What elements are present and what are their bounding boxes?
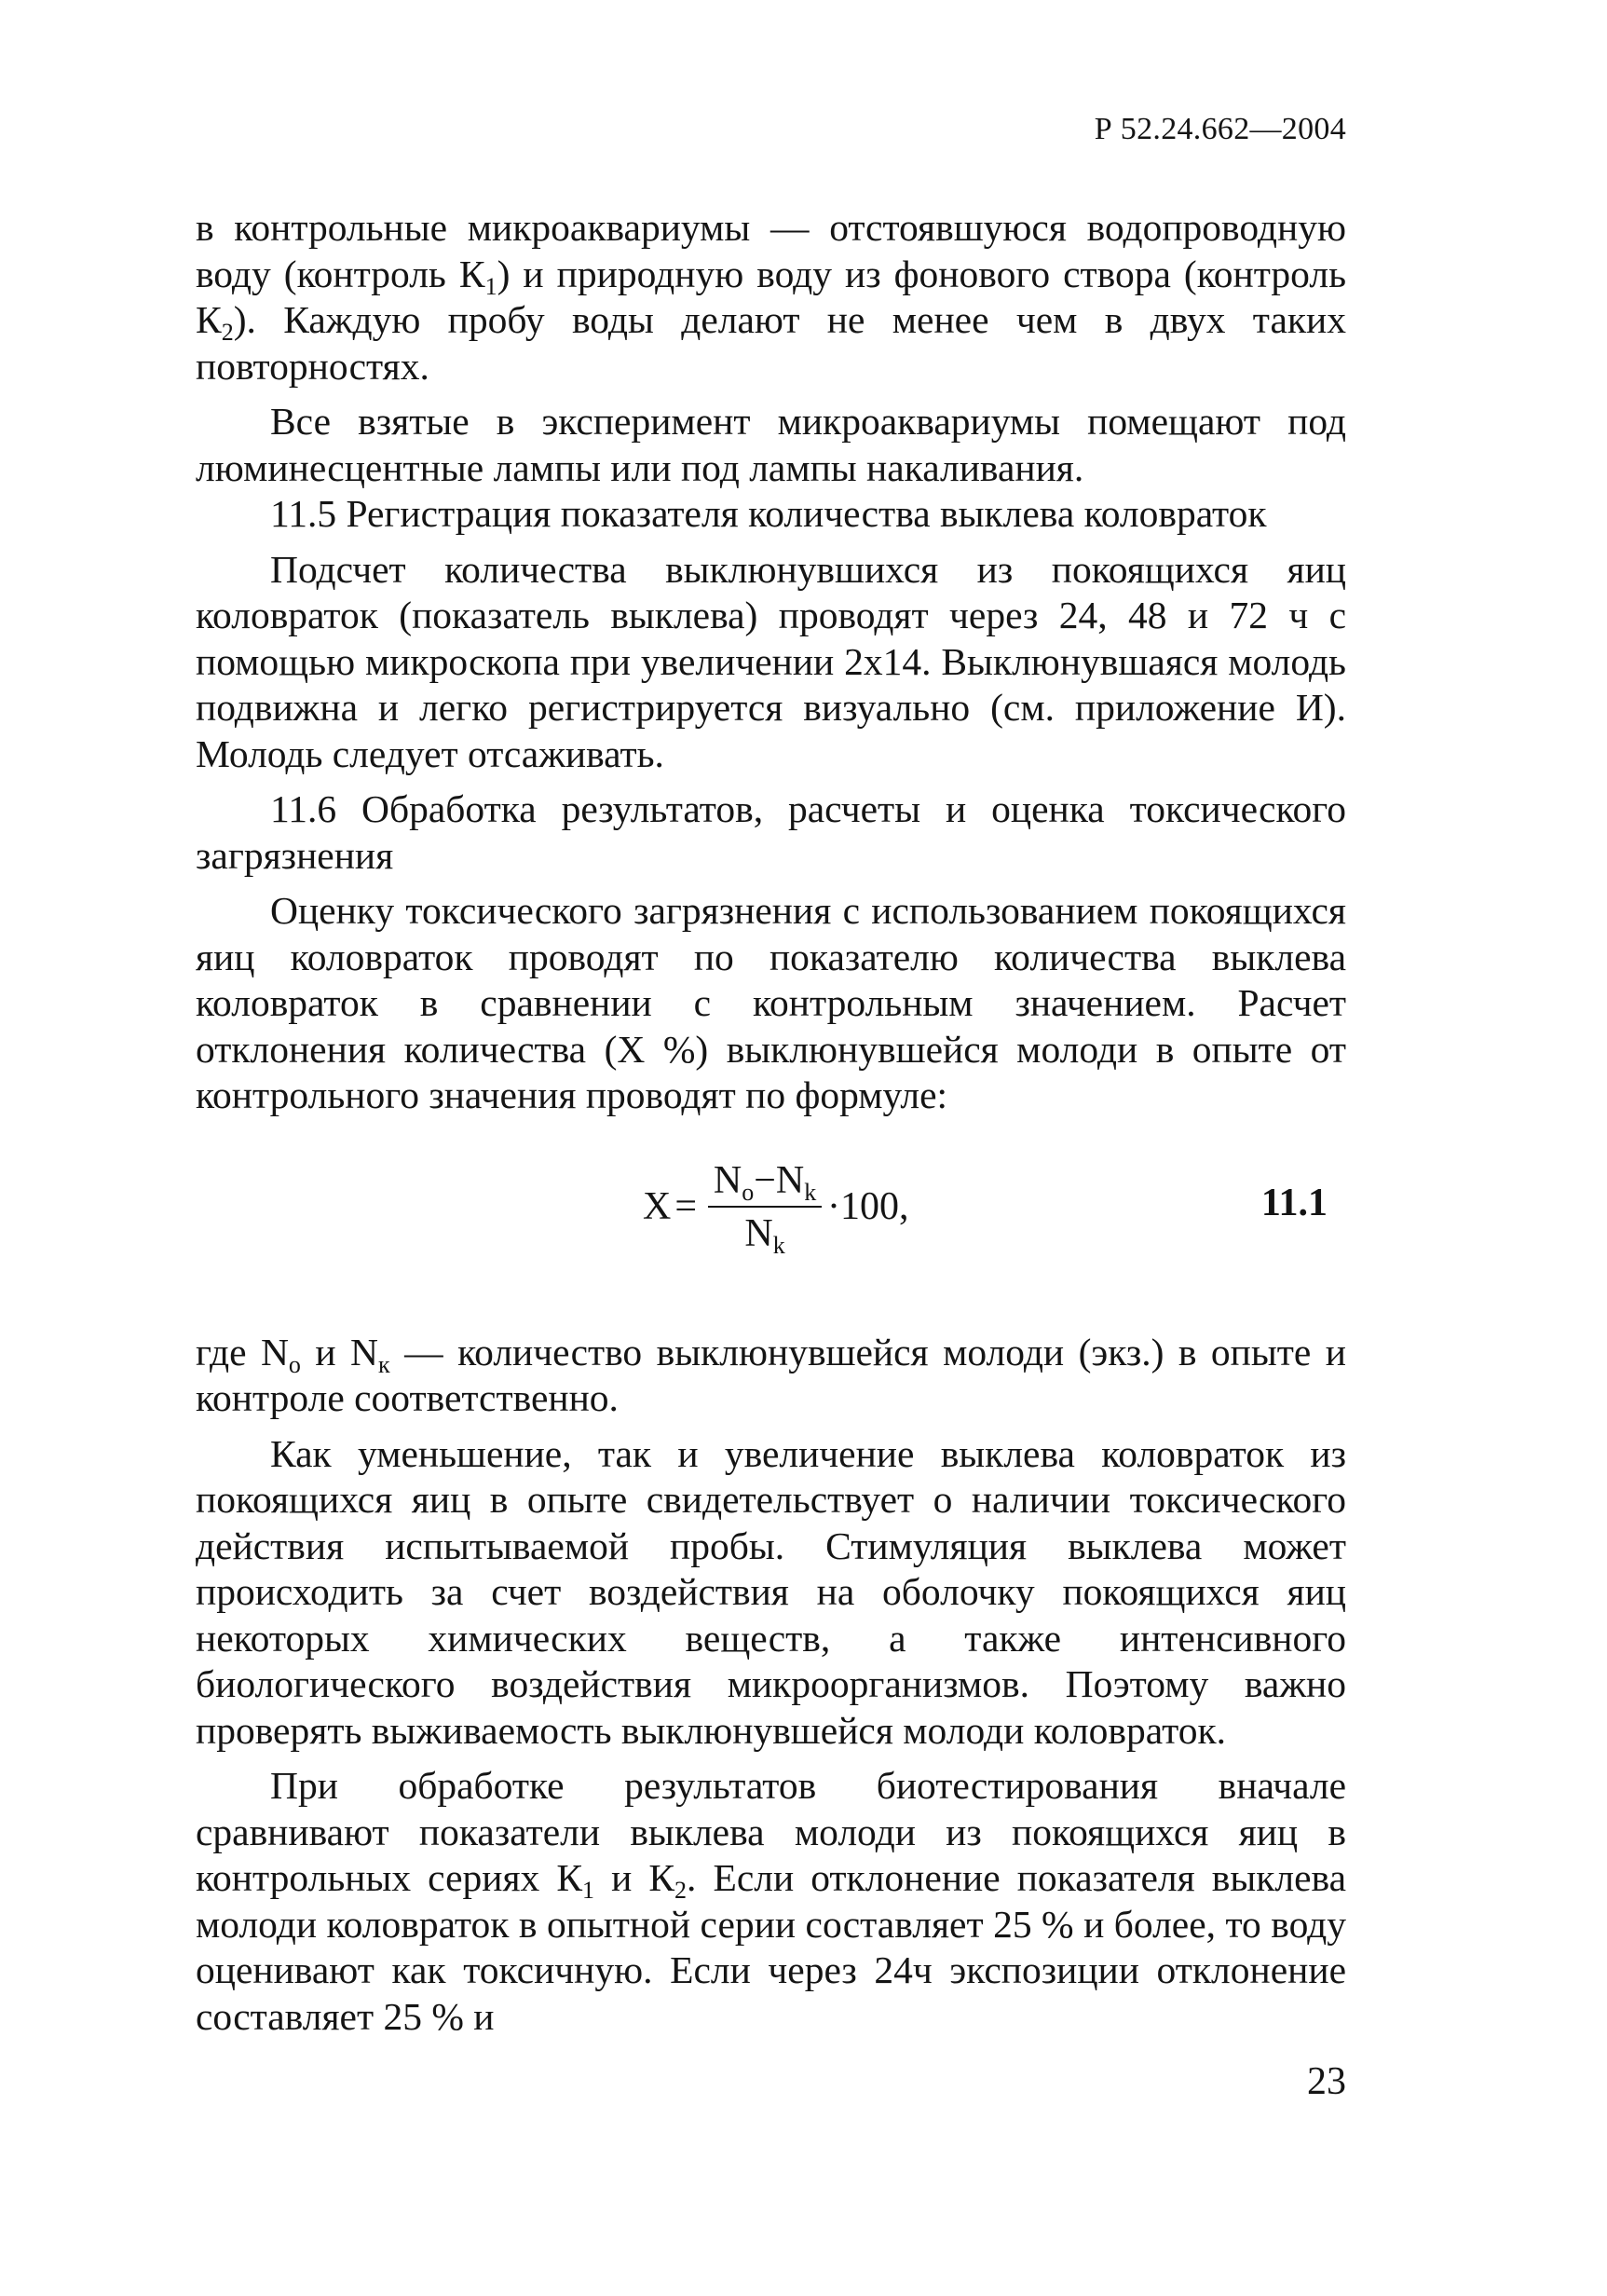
document-code-header: Р 52.24.662—2004 (1094, 112, 1346, 146)
paragraph-formula-legend: где $N_o$ и $N_к$ — количество выклюнувшейся молоди (экз.) в опыте и контроле соответственно. (196, 1330, 1346, 1419)
page-number: 23 (1307, 2060, 1346, 2103)
paragraph-toxicity-assessment: Оценку токсического загрязнения с использованием покоящихся яиц коловраток проводят по показателю количества выклева коловраток в сравнении с контрольным значением. Расчет отклонения количества (X %) выклюнувшейся молоди в опыте от контрольного значения проводят по формуле: (196, 889, 1346, 1116)
section-heading-11-5: 11.5 Регистрация показателя количества выклева коловраток (270, 492, 1267, 535)
paragraph-processing-results: При обработке результатов биотестирования вначале сравнивают показатели выклева молоди из покоящихся яиц в контрольных сериях $К_1$ и $К_2$. Если отклонение показателя выклева молоди коловраток в опытной серии составляет 25 % и более, то воду оценивают как токсичную. Если через 24ч экспозиции отклонение составляет 25 % и (196, 1764, 1347, 2038)
section-heading-11-6: 11.6 Обработка результатов, расчеты и оценка токсического загрязнения (196, 787, 1346, 877)
formula-11-1: X = $\frac{N_o-N_k}{N_k}$ ·100, (643, 1158, 909, 1259)
paragraph-lamps: Все взятые в эксперимент микроаквариумы помещают под люминесцентные лампы или под лампы накаливания. (196, 400, 1346, 489)
paragraph-hatching-count: Подсчет количества выклюнувшихся из покоящихся яиц коловраток (показатель выклева) проводят через 24, 48 и 72 ч с помощью микроскопа при увеличении 2х14. Выклюнувшаяся молодь подвижна и легко регистрируется визуально (см. приложение И). Молодь следует отсаживать. (196, 547, 1346, 775)
formula-fraction (708, 1158, 822, 1258)
paragraph-control-setup: в контрольные микроаквариумы — отстоявшуюся водопроводную воду (контроль $К_1$) и природную воду из фонового створа (контроль $К_2$). Каждую пробу воды делают не менее чем в двух таких повторностях. (196, 206, 1346, 388)
formula-number: 11.1 (1260, 1181, 1328, 1224)
formula-block (196, 1140, 1346, 1298)
formula-numerator: $N_o-N_k$ (713, 1158, 817, 1206)
page-body (196, 205, 1346, 2040)
paragraph-stimulation: Как уменьшение, так и увеличение выклева коловраток из покоящихся яиц в опыте свидетельствует о наличии токсического действия испытываемой пробы. Стимуляция выклева может происходить за счет воздействия на оболочку покоящихся яиц некоторых химических веществ, а также интенсивного биологического воздействия микроорганизмов. Поэтому важно проверять выживаемость выклюнувшейся молоди коловраток. (196, 1431, 1346, 1752)
formula-denominator: $N_k$ (744, 1212, 785, 1259)
